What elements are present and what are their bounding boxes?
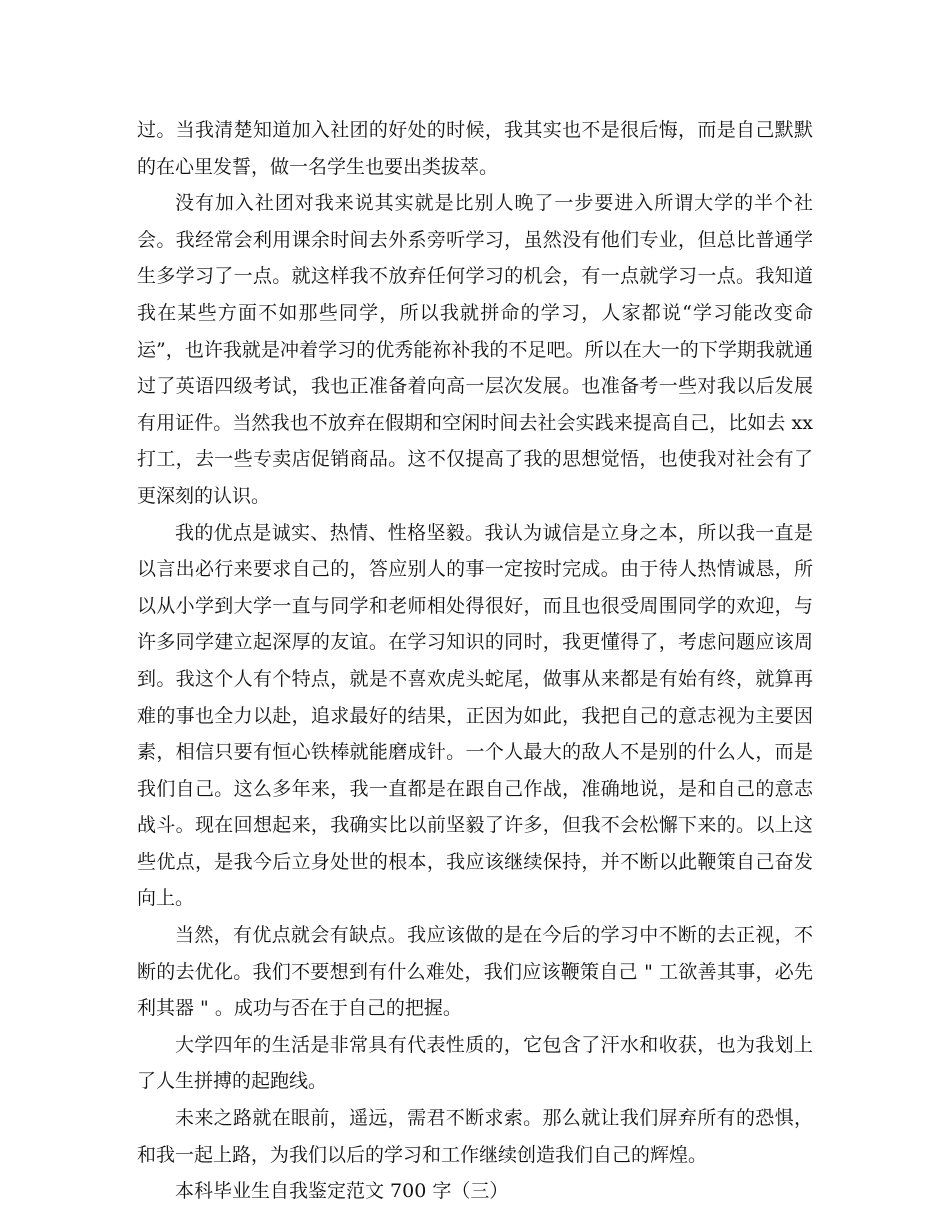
paragraph-club-study: 没有加入社团对我来说其实就是比别人晚了一步要进入所谓大学的半个社会。我经常会利用课余时间去外系旁听学习，虽然没有他们专业，但总比普通学生多学习了一点。就这样我不放弃任何学习的机会，有一点就学习一点。我知道我在某些方面不如那些同学，所以我就拼命的学习，人家都说“学习能改变命运”，也许我就是冲着学习的优秀能祢补我的不足吧。所以在大一的下学期我就通过了英语四级考试，我也正准备着向高一层次发展。也准备考一些对我以后发展有用证件。当然我也不放弃在假期和空闲时间去社会实践来提高自己，比如去 xx 打工，去一些专卖店促销商品。这不仅提高了我的思想觉悟，也使我对社会有了更深刻的认识。: [137, 192, 813, 507]
paragraph-continuation: 过。当我清楚知道加入社团的好处的时候，我其实也不是很后悔，而是自己默默的在心里发誓，做一名学生也要出类拔萃。: [137, 119, 813, 178]
document-body: [137, 112, 813, 1210]
paragraph-university-life: 大学四年的生活是非常具有代表性质的，它包含了汗水和收获，也为我划上了人生拼搏的起跑线。: [137, 1033, 813, 1093]
paragraph-weaknesses: 当然，有优点就会有缺点。我应该做的是在今后的学习中不断的去正视，不断的去优化。我们不要想到有什么难处，我们应该鞭策自己 " 工欲善其事，必先利其器 " 。成功与否在于自己的把握。: [137, 924, 813, 1020]
paragraph-strengths: 我的优点是诚实、热情、性格坚毅。我认为诚信是立身之本，所以我一直是以言出必行来要求自己的，答应别人的事一定按时完成。由于待人热情诚恳，所以从小学到大学一直与同学和老师相处得很好，而且也很受周围同学的欢迎，与许多同学建立起深厚的友谊。在学习知识的同时，我更懂得了，考虑问题应该周到。我这个人有个特点，就是不喜欢虎头蛇尾，做事从来都是有始有终，就算再难的事也全力以赴，追求最好的结果，正因为如此，我把自己的意志视为主要因素，相信只要有恒心铁棒就能磨成针。一个人最大的敌人不是别的什么人，而是我们自己。这么多年来，我一直都是在跟自己作战，准确地说，是和自己的意志战斗。现在回想起来，我确实比以前坚毅了许多，但我不会松懈下来的。以上这些优点，是我今后立身处世的根本，我应该继续保持，并不断以此鞭策自己奋发向上。: [137, 521, 813, 910]
section-heading: 本科毕业生自我鉴定范文 700 字（三）: [175, 1180, 509, 1203]
paragraph-future: 未来之路就在眼前，遥远，需君不断求索。那么就让我们屏弃所有的恐惧，和我一起上路，为我们以后的学习和工作继续创造我们自己的辉煌。: [137, 1107, 813, 1166]
